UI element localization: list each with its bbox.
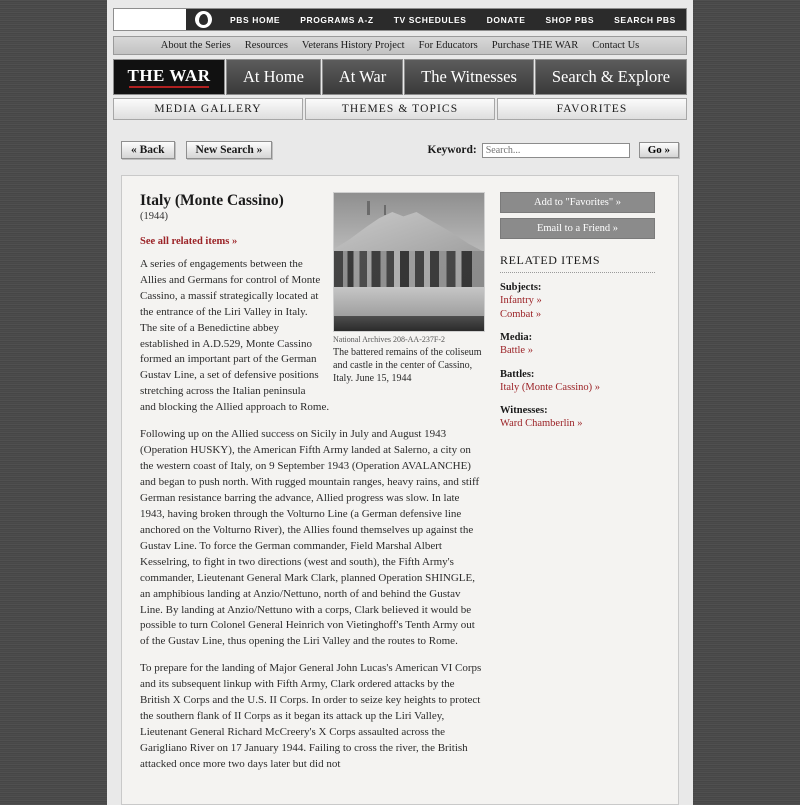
article-figure xyxy=(333,192,485,385)
pbs-global-bar xyxy=(113,8,687,31)
tab-at-home-label: At Home xyxy=(242,67,304,86)
tab-search-and-explore-label: Search & Explore xyxy=(551,67,671,86)
keyword-label: Keyword: xyxy=(427,144,477,156)
article-paragraph: To prepare for the landing of Major General John Lucas's American VI Corps and its subsequent linkup with Fifth Army, Clark ordered attacks by the British X Corps and the U.S. II Corps. In order to seize key heights to protect the southern flank of II Corps as it began its attack up the Liri Valley, Lieutenant General Richard McCreery's X Corps assaulted across the Garigliano River on 17 January 1944. Failing to cross the river, the British attacked once more two days later but did not xyxy=(140,662,482,770)
tab-at-war[interactable] xyxy=(322,59,403,95)
related-items-heading: RELATED ITEMS xyxy=(500,253,601,267)
photo-credit: National Archives 208-AA-237F-2 xyxy=(333,335,445,344)
tab-the-war-home[interactable] xyxy=(113,59,225,95)
sidebar-group-title: Battles: xyxy=(500,368,535,380)
sidebar-link-battle[interactable]: Battle » xyxy=(500,345,533,357)
sub-tab-strip xyxy=(113,98,687,120)
add-to-favorites-button[interactable]: Add to "Favorites" » xyxy=(500,192,655,213)
util-link-for-educators[interactable]: For Educators xyxy=(418,40,478,51)
sidebar-group-title: Witnesses: xyxy=(500,404,548,416)
tab-the-witnesses[interactable] xyxy=(404,59,534,95)
article-photo xyxy=(333,192,485,332)
photo-caption: The battered remains of the coliseum and castle in the center of Cassino, Italy. June 15, 1944 xyxy=(333,346,482,384)
article-column xyxy=(140,192,485,784)
pbs-link-schedules[interactable]: TV SCHEDULES xyxy=(393,14,467,25)
tab-at-war-label: At War xyxy=(338,67,387,86)
go-button[interactable]: Go » xyxy=(639,142,679,158)
content-panel xyxy=(121,175,679,805)
sidebar-group-battles xyxy=(500,369,655,395)
sidebar-link-infantry[interactable]: Infantry » xyxy=(500,295,542,306)
subtab-media-gallery-label: MEDIA GALLERY xyxy=(154,103,262,115)
site-logo-text: THE WAR xyxy=(127,65,211,85)
new-search-button[interactable]: New Search » xyxy=(186,141,273,159)
utility-nav xyxy=(113,36,687,55)
pbs-link-search[interactable]: SEARCH PBS xyxy=(614,14,676,25)
sidebar-group-title: Subjects: xyxy=(500,282,542,293)
sidebar-link-italy-monte-cassino[interactable]: Italy (Monte Cassino) » xyxy=(500,381,601,393)
pbs-link-donate[interactable]: DONATE xyxy=(486,14,526,25)
util-link-resources[interactable]: Resources xyxy=(244,40,288,51)
sidebar-group-title: Media: xyxy=(500,332,533,344)
util-link-about-the-series[interactable]: About the Series xyxy=(160,40,231,51)
email-to-a-friend-button[interactable]: Email to a Friend » xyxy=(500,218,655,239)
sidebar-group-media xyxy=(500,332,655,358)
pbs-link-programs[interactable]: PROGRAMS A-Z xyxy=(300,14,374,25)
sidebar-link-ward-chamberlin[interactable]: Ward Chamberlin » xyxy=(500,417,583,429)
see-all-related-items-link[interactable]: See all related items » xyxy=(140,235,238,247)
pbs-link-home[interactable]: PBS HOME xyxy=(230,14,281,25)
pbs-head-icon[interactable] xyxy=(186,9,220,30)
util-link-purchase-the-war[interactable]: Purchase THE WAR xyxy=(491,40,579,51)
subtab-themes-and-topics-label: THEMES & TOPICS xyxy=(341,103,459,115)
search-input[interactable] xyxy=(482,143,630,158)
action-row xyxy=(121,138,679,162)
util-link-veterans-history-project[interactable]: Veterans History Project xyxy=(301,40,405,51)
sidebar-group-witnesses xyxy=(500,405,655,431)
sidebar-divider xyxy=(500,272,655,273)
subtab-favorites[interactable] xyxy=(497,98,687,120)
subtab-themes-and-topics[interactable] xyxy=(305,98,495,120)
subtab-media-gallery[interactable] xyxy=(113,98,303,120)
subtab-favorites-label: FAVORITES xyxy=(556,103,628,115)
tab-the-witnesses-label: The Witnesses xyxy=(421,67,517,86)
article-paragraph: Following up on the Allied success on Sicily in July and August 1943 (Operation HUSKY), the American Fifth Army landed at Salerno, a city on the western coast of Italy, on 9 September 1943 (Operation AVALANCHE) and began to push north. With rugged mountain ranges, heavy rains, and stiff German resistance barring the advance, Allied progress was slow. In late 1943, having broken through the Volturno Line (a German defensive line anchored on the Volturno River), the Allies found themselves up against the Gustav Line. To force the German commander, Field Marshal Albert Kesselring, to fight in two directions (west and south), the Fifth Army's commander, Lieutenant General Mark Clark, planned Operation SHINGLE, an amphibious landing at Anzio/Nettuno, north of and behind the Gustav Line. By landing at Anzio/Nettuno with a corps, Clark believed it would be possible to turn Colonel General Heinrich von Vietinghoff's Tenth Army out of the Gustav Line, thus opening the Liri Valley and the routes to Rome. xyxy=(140,428,480,648)
main-tab-strip xyxy=(113,59,687,95)
sidebar xyxy=(485,192,655,784)
page-title: Italy (Monte Cassino) xyxy=(140,192,284,209)
sidebar-link-combat[interactable]: Combat » xyxy=(500,309,542,321)
pbs-links xyxy=(220,9,686,30)
pbs-link-shop[interactable]: SHOP PBS xyxy=(545,14,595,25)
pbs-logo-plate xyxy=(114,9,186,30)
site-page xyxy=(107,0,693,805)
tab-search-and-explore[interactable] xyxy=(535,59,687,95)
article-year: (1944) xyxy=(140,210,168,222)
util-link-contact-us[interactable]: Contact Us xyxy=(592,40,640,51)
tab-at-home[interactable] xyxy=(226,59,321,95)
sidebar-group-subjects xyxy=(500,282,655,322)
back-button[interactable]: « Back xyxy=(121,141,175,159)
article-paragraph: A series of engagements between the Allies and Germans for control of Monte Cassino, a massif strategically located at the entrance of the Liri Valley in Italy. The site of a Benedictine abbey established in A.D.529, Monte Cassino formed an important part of the German Gustav Line, a set of defensive positions stretching across the Italian peninsula and blocking the Allied approach to Rome. xyxy=(140,257,330,414)
logo-underline xyxy=(129,86,209,88)
